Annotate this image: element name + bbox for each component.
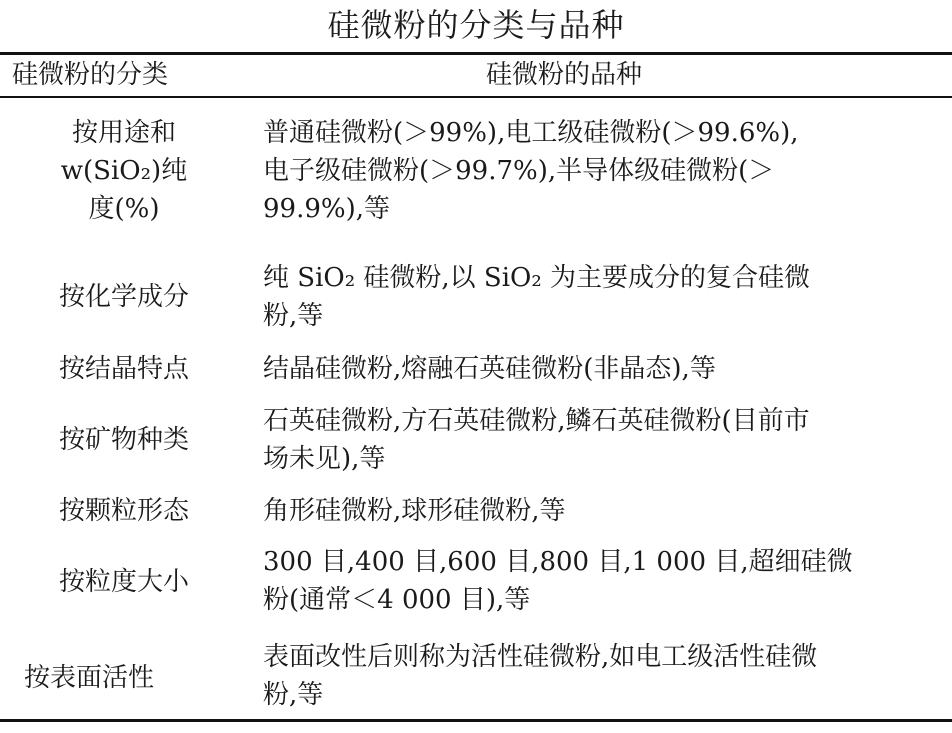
row-variety-particle-size [263, 543, 938, 619]
row-category-crystal [0, 350, 248, 388]
variety-line: 纯 SiO₂ 硅微粉,以 SiO₂ 为主要成分的复合硅微 [263, 263, 811, 293]
table-title: 硅微粉的分类与品种 [327, 6, 625, 44]
variety-line: 石英硅微粉,方石英硅微粉,鳞石英硅微粉(目前市 [263, 406, 810, 436]
variety-line: 表面改性后则称为活性硅微粉,如电工级活性硅微 [263, 642, 818, 672]
row-variety-crystal [263, 350, 938, 388]
variety-line: 结晶硅微粉,熔融石英硅微粉(非晶态),等 [263, 354, 716, 384]
variety-line: 普通硅微粉(＞99%),电工级硅微粉(＞99.6%), [263, 118, 799, 148]
category-line: 按表面活性 [24, 663, 155, 693]
header-rule [0, 96, 952, 98]
header-variety: 硅微粉的品种 [486, 60, 643, 90]
category-line: w(SiO₂)纯 [60, 156, 188, 186]
variety-line: 角形硅微粉,球形硅微粉,等 [263, 496, 566, 526]
category-line: 度(%) [88, 194, 160, 224]
variety-line: 粉,等 [263, 301, 324, 331]
variety-line: 粉(通常＜4 000 目),等 [263, 585, 531, 615]
category-line: 按粒度大小 [58, 567, 189, 597]
variety-line: 场未见),等 [263, 444, 386, 474]
category-line: 按颗粒形态 [58, 496, 189, 526]
category-line: 按用途和 [71, 118, 176, 148]
row-variety-purity [263, 114, 938, 228]
row-category-surface [0, 659, 248, 697]
row-variety-chemical [263, 259, 938, 335]
category-line: 按化学成分 [58, 282, 189, 312]
row-variety-mineral [263, 402, 938, 478]
variety-line: 99.9%),等 [263, 194, 391, 224]
row-variety-surface [263, 638, 938, 714]
row-category-mineral [0, 421, 248, 459]
row-category-morphology [0, 492, 248, 530]
category-line: 按结晶特点 [58, 354, 189, 384]
row-category-purity [0, 114, 248, 228]
bottom-rule [0, 719, 952, 722]
row-category-particle-size [0, 563, 248, 601]
row-variety-morphology [263, 492, 938, 530]
variety-line: 300 目,400 目,600 目,800 目,1 000 目,超细硅微 [263, 547, 853, 577]
header-category: 硅微粉的分类 [12, 60, 169, 90]
category-line: 按矿物种类 [58, 425, 189, 455]
variety-line: 粉,等 [263, 680, 324, 710]
row-category-chemical [0, 278, 248, 316]
variety-line: 电子级硅微粉(＞99.7%),半导体级硅微粉(＞ [263, 156, 775, 186]
